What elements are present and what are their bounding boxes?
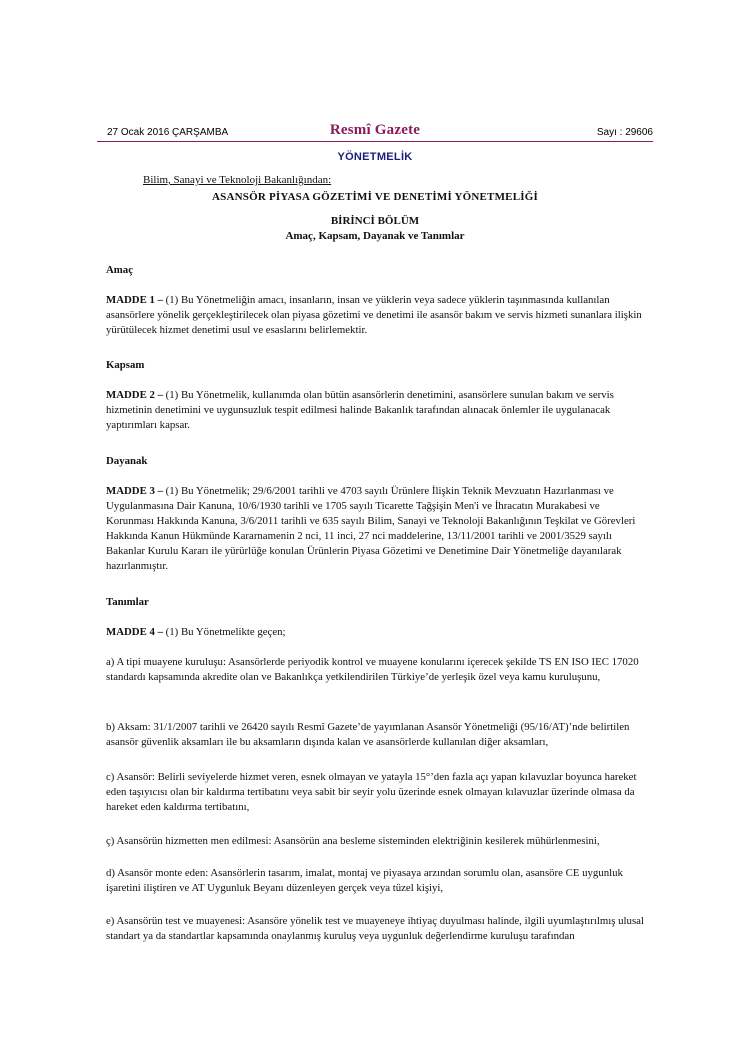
issue-number: Sayı : 29606 [596,127,653,138]
article-number: MADDE 1 – [106,294,163,306]
definition-item: ç) Asansörün hizmetten men edilmesi: Asansörün ana besleme sisteminden elektriğinin kesilerek mühürlenmesini, [106,835,600,847]
article-heading: Kapsam [106,359,145,371]
page-header [97,122,653,140]
article-number: MADDE 4 – [106,626,163,638]
article-text: (1) Bu Yönetmelik, kullanımda olan bütün asansörlerin denetimini, asansörlere sunulan bakım ve servis hizmetinin denetimini ve uygunsuzluk tespit edilmesi halinde Bakanlık tarafından alınacak önlemler ile uygulanacak yaptırımları kapsar. [106,389,614,431]
article-paragraph [106,625,644,640]
article-heading: Dayanak [106,455,148,467]
definition-item: a) A tipi muayene kuruluşu: Asansörlerde periyodik kontrol ve muayene konularını içerecek şekilde TS EN ISO IEC 17020 standardı kapsamında akredite olan ve Bakanlıkça yetkilendirilen Türkiye’de yerleşik özel veya kamu kuruluşunu, [106,656,639,683]
article-number: MADDE 2 – [106,389,163,401]
definition-item: e) Asansörün test ve muayenesi: Asansöre yönelik test ve muayeneye ihtiyaç duyulması halinde, ilgili uyumlaştırılmış ulusal standart ya da standartlar kapsamında onaylanmış kuruluş veya uygunluk değerlendirme kuruluşu tarafından [106,915,644,942]
definition-item: d) Asansör monte eden: Asansörlerin tasarım, imalat, montaj ve piyasaya arzından sorumlu olan, asansöre CE uygunluk işaretini iliştiren ve AT Uygunluk Beyanı düzenleyen gerçek veya tüzel kişiyi, [106,867,623,894]
section-title: YÖNETMELİK [337,151,413,163]
article-text: (1) Bu Yönetmeliğin amacı, insanların, insan ve yüklerin veya sadece yüklerin taşınmasında kullanılan asansörlere yönelik gerçekleştirilecek olan piyasa gözetimi ve denetimi ile asansör bakım ve servis hizmeti sunanlara ilişkin yürütülecek hizmet denetimi usul ve esaslarını belirlemektir. [106,294,642,336]
regulation-title: ASANSÖR PİYASA GÖZETİMİ VE DENETİMİ YÖNETMELİĞİ [212,191,538,203]
definition-item: b) Aksam: 31/1/2007 tarihli ve 26420 sayılı Resmî Gazete’de yayımlanan Asansör Yönetmeliği (95/16/AT)’nde belirtilen asansör güvenlik aksamları ile bu aksamların dışında kalan ve asansörlerde kullanılan diğer aksamları, [106,721,630,748]
article-text: (1) Bu Yönetmelikte geçen; [162,626,286,638]
definition-item: c) Asansör: Belirli seviyelerde hizmet veren, esnek olmayan ve yatayla 15°’den fazla açı yapan kılavuzlar boyunca hareket eden taşıyıcısı olan bir kaldırma tertibatını veya sabit bir seyir yolu üzerinde esnek olmayan kılavuzlar üzerinde olmasa da hareket eden kaldırma tertibatını, [106,771,637,813]
article-heading: Tanımlar [106,596,149,608]
article-heading: Amaç [106,264,133,276]
gazette-title: Resmî Gazete [329,122,421,138]
article-paragraph [106,388,644,433]
ministry-name: Bilim, Sanayi ve Teknoloji Bakanlığından: [143,174,332,186]
header-divider [97,141,653,142]
part-subtitle: Amaç, Kapsam, Dayanak ve Tanımlar [285,230,465,242]
article-paragraph [106,293,644,338]
header-date: 27 Ocak 2016 ÇARŞAMBA [107,127,229,138]
article-number: MADDE 3 – [106,485,163,497]
part-title: BİRİNCİ BÖLÜM [330,215,420,227]
article-text: (1) Bu Yönetmelik; 29/6/2001 tarihli ve 4703 sayılı Ürünlere İlişkin Teknik Mevzuatın Hazırlanması ve Uygulanmasına Dair Kanuna, 10/6/1930 tarihli ve 1705 sayılı Ticarette Tağşişin Men'i ve İhracatın Murakabesi ve Korunması Hakkında Kanuna, 3/6/2011 tarihli ve 635 sayılı Bilim, Sanayi ve Teknoloji Bakanlığının Teşkilat ve Görevleri Hakkında Kanun Hükmünde Kararnamenin 2 nci, 11 inci, 27 nci maddelerine, 13/11/2001 tarihli ve 2001/3529 sayılı Bakanlar Kurulu Kararı ile yürürlüğe konulan Ürünlerin Piyasa Gözetimi ve Denetimine Dair Yönetmeliğe dayanılarak hazırlanmıştır. [106,485,636,572]
article-paragraph [106,484,644,574]
